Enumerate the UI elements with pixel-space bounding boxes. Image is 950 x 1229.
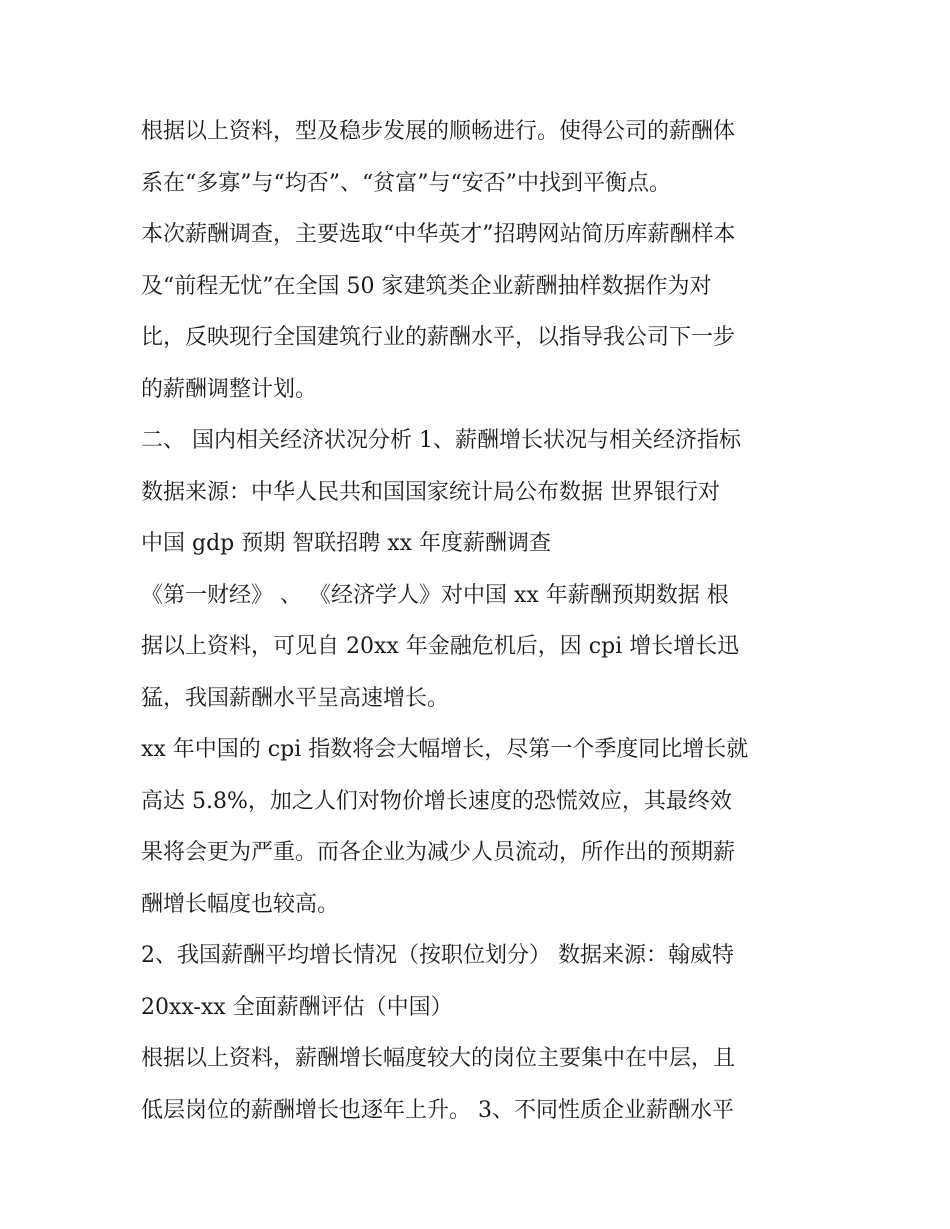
text-line: 果将会更为严重。而各企业为减少人员流动，所作出的预期薪: [141, 840, 736, 865]
text-line: 二、 国内相关经济状况分析 1、薪酬增长状况与相关经济指标: [141, 428, 741, 453]
text-line: 的薪酬调整计划。: [141, 376, 318, 402]
text-line: 系在“多寡”与“均否”、“贫富”与“安否”中找到平衡点。: [141, 170, 671, 196]
text-line: 根据以上资料，型及稳步发展的顺畅进行。使得公司的薪酬体: [141, 119, 736, 144]
text-line: 2、我国薪酬平均增长情况（按职位划分） 数据来源：翰威特: [141, 943, 734, 968]
text-line: 根据以上资料，薪酬增长幅度较大的岗位主要集中在中层，且: [141, 1046, 736, 1071]
text-line: 数据来源：中华人民共和国国家统计局公布数据 世界银行对: [141, 479, 720, 505]
text-line: 中国 gdp 预期 智联招聘 xx 年度薪酬调查: [141, 531, 552, 556]
text-line: 比，反映现行全国建筑行业的薪酬水平，以指导我公司下一步: [141, 325, 736, 350]
document-body: [141, 106, 821, 1136]
text-line: 及“前程无忧”在全国 50 家建筑类企业薪酬抽样数据作为对: [141, 273, 712, 299]
text-line: 酬增长幅度也较高。: [141, 891, 340, 917]
text-line: 本次薪酬调查，主要选取“中华英才”招聘网站简历库薪酬样本: [141, 222, 736, 247]
text-line: 据以上资料，可见自 20xx 年金融危机后，因 cpi 增长增长迅: [141, 634, 740, 659]
text-line: 低层岗位的薪酬增长也逐年上升。 3、不同性质企业薪酬水平: [141, 1097, 734, 1123]
text-line: 高达 5.8%，加之人们对物价增长速度的恐慌效应，其最终效: [141, 788, 732, 814]
text-line: 猛，我国薪酬水平呈高速增长。: [141, 685, 450, 711]
text-line: xx 年中国的 cpi 指数将会大幅增长，尽第一个季度同比增长就: [141, 737, 749, 762]
text-line: 《第一财经》 、 《经济学人》对中国 xx 年薪酬预期数据 根: [141, 582, 729, 608]
text-line: 20xx-xx 全面薪酬评估（中国）: [141, 994, 453, 1020]
